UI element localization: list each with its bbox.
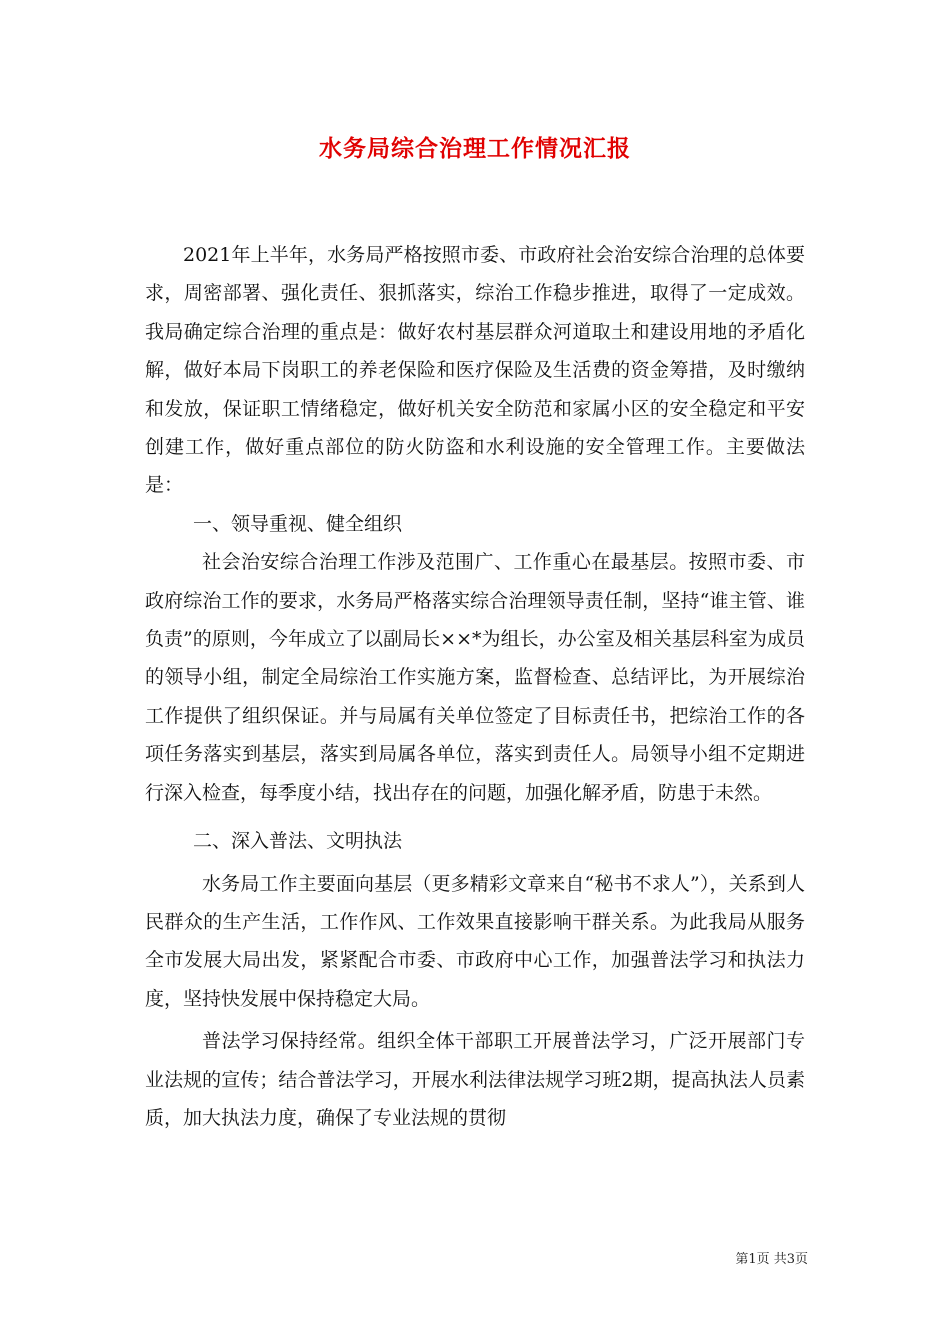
section-heading-2: 二、深入普法、文明执法 xyxy=(193,830,403,853)
section-2-paragraph-2: 普法学习保持经常。组织全体干部职工开展普法学习，广泛开展部门专业法规的宣传；结合普法学习，开展水利法律法规学习班2期，提高执法人员素质，加大执法力度，确保了专业法规的贯彻 xyxy=(145,1030,805,1129)
document-title: 水务局综合治理工作情况汇报 xyxy=(319,135,631,162)
section-2-paragraph: 水务局工作主要面向基层（更多精彩文章来自“秘书不求人”），关系到人民群众的生产生活，工作作风、工作效果直接影响干群关系。为此我局从服务全市发展大局出发，紧紧配合市委、市政府中心工作，加强普法学习和执法力度，坚持快发展中保持稳定大局。 xyxy=(145,872,805,1010)
section-1-paragraph: 社会治安综合治理工作涉及范围广、工作重心在最基层。按照市委、市政府综治工作的要求，水务局严格落实综合治理领导责任制，坚持“谁主管、谁负责”的原则，今年成立了以副局长××*为组长，办公室及相关基层科室为成员的领导小组，制定全局综治工作实施方案，监督检查、总结评比，为开展综治工作提供了组织保证。并与局属有关单位签定了目标责任书，把综治工作的各项任务落实到基层，落实到局属各单位，落实到责任人。局领导小组不定期进行深入检查，每季度小结，找出存在的问题，加强化解矛盾，防患于未然。 xyxy=(145,551,805,804)
document-body xyxy=(145,236,805,1137)
intro-paragraph: 2021年上半年，水务局严格按照市委、市政府社会治安综合治理的总体要求，周密部署、强化责任、狠抓落实，综治工作稳步推进，取得了一定成效。我局确定综合治理的重点是：做好农村基层群众河道取土和建设用地的矛盾化解，做好本局下岗职工的养老保险和医疗保险及生活费的资金筹措，及时缴纳和发放，保证职工情绪稳定，做好机关安全防范和家属小区的安全稳定和平安创建工作，做好重点部位的防火防盗和水利设施的安全管理工作。主要做法是： xyxy=(145,244,805,497)
section-heading-1: 一、领导重视、健全组织 xyxy=(193,512,403,535)
page-number: 第1页 共3页 xyxy=(735,1252,808,1267)
